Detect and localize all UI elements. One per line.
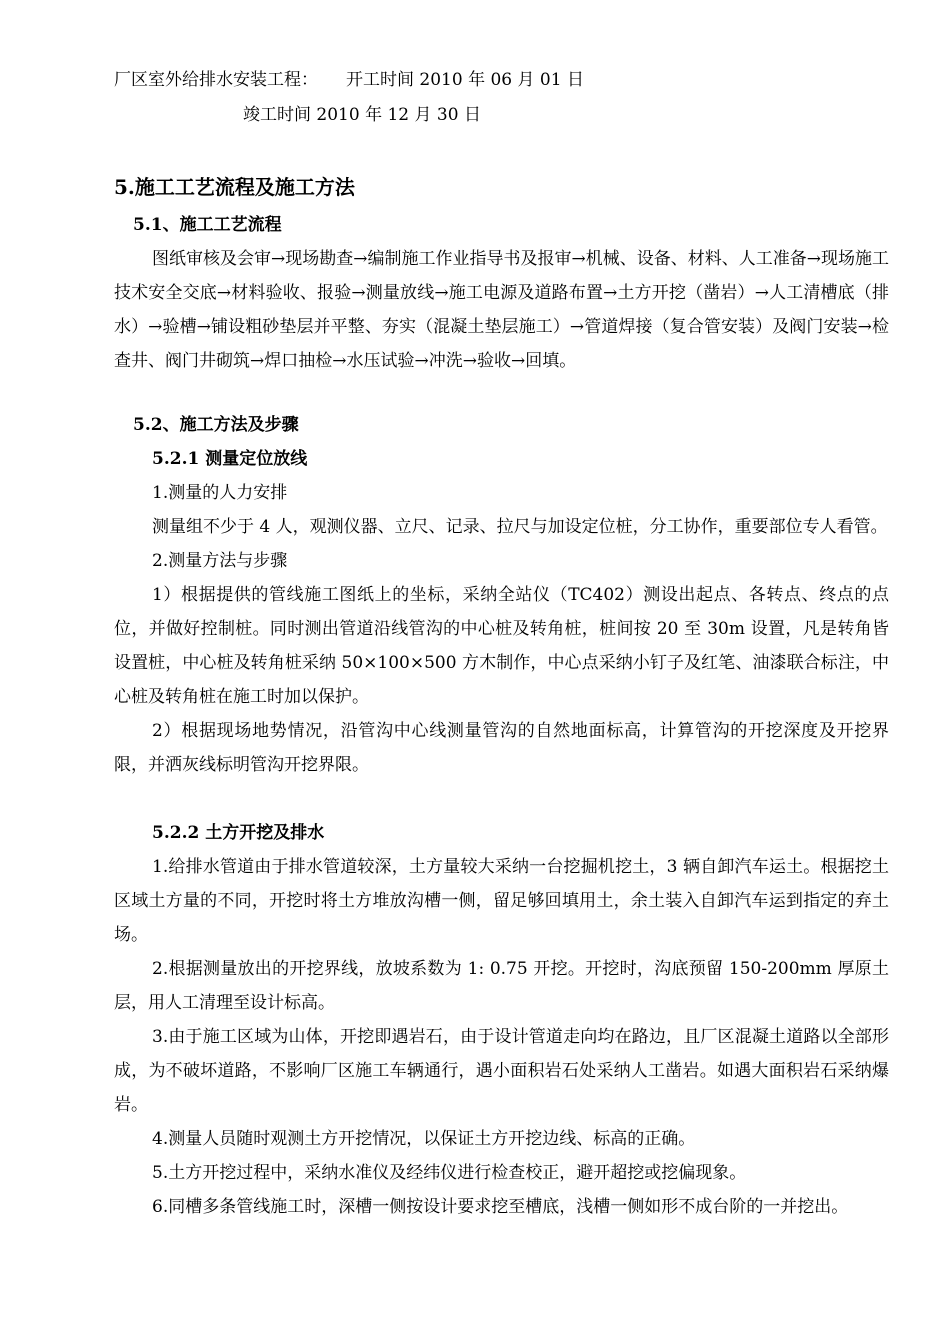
header-start-line (114, 70, 584, 90)
subsection-5-2-1-title: 5.2.1 测量定位放线 (152, 449, 308, 469)
list-item: 3.由于施工区域为山体，开挖即遇岩石，由于设计管道走向均在路边，且厂区混凝土道路以全部形成，为不破坏道路，不影响厂区施工车辆通行，遇小面积岩石处采纳人工凿岩。如遇大面积岩石采纳爆岩。 (114, 1027, 889, 1115)
start-time: 开工时间 2010 年 06 月 01 日 (346, 70, 584, 90)
subsection-5-2-2-title: 5.2.2 土方开挖及排水 (152, 823, 325, 843)
section-title: 5.施工工艺流程及施工方法 (114, 175, 355, 199)
subsection-5-2-title: 5.2、施工方法及步骤 (133, 415, 299, 435)
list-item: 4.测量人员随时观测土方开挖情况，以保证土方开挖边线、标高的正确。 (152, 1129, 696, 1149)
list-item: 5.土方开挖过程中，采纳水准仪及经纬仪进行检查校正，避开超挖或挖偏现象。 (152, 1163, 747, 1183)
project-label: 厂区室外给排水安装工程： (114, 70, 318, 90)
list-item: 2.测量方法与步骤 (152, 551, 288, 571)
subsection-5-1-body-block (114, 242, 889, 378)
list-item: 2）根据现场地势情况，沿管沟中心线测量管沟的自然地面标高，计算管沟的开挖深度及开挖界限，并洒灰线标明管沟开挖界限。 (114, 721, 889, 775)
list-item: 2.根据测量放出的开挖界线，放坡系数为 1: 0.75 开挖。开挖时，沟底预留 150-200mm 厚原土层，用人工清理至设计标高。 (114, 959, 889, 1013)
list-item: 测量组不少于 4 人，观测仪器、立尺、记录、拉尺与加设定位桩，分工协作，重要部位专人看管。 (152, 517, 888, 537)
subsection-5-2-2-body (114, 850, 889, 1224)
list-item: 6.同槽多条管线施工时，深槽一侧按设计要求挖至槽底，浅槽一侧如形不成台阶的一并挖出。 (152, 1197, 849, 1217)
list-item: 1.测量的人力安排 (152, 483, 288, 503)
subsection-5-2-1-body (114, 476, 889, 782)
end-time: 竣工时间 2010 年 12 月 30 日 (243, 105, 481, 125)
process-flow-paragraph: 图纸审核及会审→现场勘查→编制施工作业指导书及报审→机械、设备、材料、人工准备→现场施工技术安全交底→材料验收、报验→测量放线→施工电源及道路布置→土方开挖（凿岩）→人工清槽底（排水）→验槽→铺设粗砂垫层并平整、夯实（混凝土垫层施工）→管道焊接（复合管安装）及阀门安装→检查井、阀门井砌筑→焊口抽检→水压试验→冲洗→验收→回填。 (114, 249, 889, 371)
list-item: 1.给排水管道由于排水管道较深，土方量较大采纳一台挖掘机挖土，3 辆自卸汽车运土。根据挖土区域土方量的不同，开挖时将土方堆放沟槽一侧，留足够回填用土，余土装入自卸汽车运到指定的弃土场。 (114, 857, 889, 945)
list-item: 1）根据提供的管线施工图纸上的坐标，采纳全站仪（TC402）测设出起点、各转点、终点的点位，并做好控制桩。同时测出管道沿线管沟的中心桩及转角桩，桩间按 20 至 30m 设置，凡是转角皆设置桩，中心桩及转角桩采纳 50×100×500 方木制作，中心点采纳小钉子及红笔、油漆联合标注，中心桩及转角桩在施工时加以保护。 (114, 585, 889, 707)
subsection-5-1-title: 5.1、施工工艺流程 (133, 215, 282, 235)
